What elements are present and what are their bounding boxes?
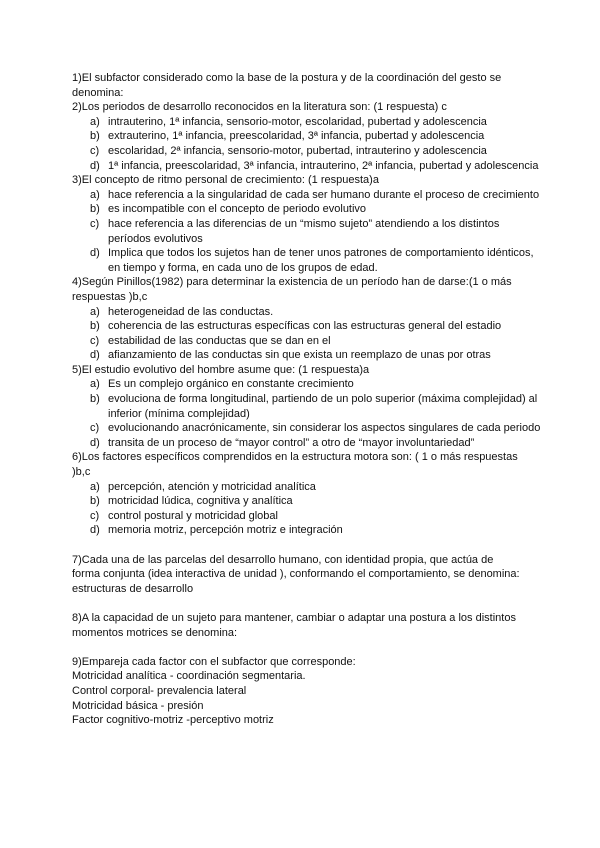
option-text: 1ª infancia, preescolaridad, 3ª infancia, intrauterino, 2ª infancia, pubertad y adolescencia — [108, 159, 539, 172]
option-letter: c) — [90, 422, 100, 435]
answer-option — [72, 159, 542, 174]
option-text: heterogeneidad de las conductas. — [108, 305, 274, 318]
option-letter: b) — [90, 130, 100, 143]
answer-option — [72, 129, 542, 144]
question-stem: )b,c — [72, 466, 91, 479]
option-text: es incompatible con el concepto de periodo evolutivo — [108, 203, 367, 216]
option-letter: a) — [90, 480, 100, 493]
question-8 — [72, 611, 542, 640]
question-text: forma conjunta (idea interactiva de unidad ), conformando el comportamiento, se denomina: — [72, 568, 520, 581]
question-text: 7)Cada una de las parcelas del desarrollo humano, con identidad propia, que actúa de — [72, 553, 494, 566]
question-1 — [72, 71, 542, 100]
option-letter: a) — [90, 305, 100, 318]
option-text: transita de un proceso de “mayor control” a otro de “mayor involuntariedad” — [108, 436, 475, 449]
option-letter: d) — [90, 159, 100, 172]
answer-option — [72, 348, 542, 363]
answer-option — [72, 217, 542, 246]
option-letter: d) — [90, 349, 100, 362]
option-text: evoluciona de forma longitudinal, partiendo de un polo superior (máxima complejidad) al inferior (mínima complejidad) — [108, 393, 538, 420]
question-stem: 3)El concepto de ritmo personal de crecimiento: (1 respuesta)a — [72, 174, 379, 187]
question-7 — [72, 553, 542, 597]
question-stem: respuestas )b,c — [72, 290, 148, 303]
answer-option — [72, 305, 542, 320]
question-2 — [72, 100, 542, 173]
answer-option — [72, 509, 542, 524]
option-letter: b) — [90, 495, 100, 508]
question-text: estructuras de desarrollo — [72, 582, 194, 595]
answer-option — [72, 202, 542, 217]
matching-pair: Control corporal- prevalencia lateral — [72, 684, 247, 697]
question-text: denomina: — [72, 86, 124, 99]
answer-option — [72, 319, 542, 334]
option-text: coherencia de las estructuras específicas con las estructuras general del estadio — [108, 320, 502, 333]
option-text: intrauterino, 1ª infancia, sensorio-motor, escolaridad, pubertad y adolescencia — [108, 115, 487, 128]
matching-pair: Factor cognitivo-motriz -perceptivo motriz — [72, 714, 274, 727]
matching-pair: Motricidad analítica - coordinación segmentaria. — [72, 670, 306, 683]
option-text: memoria motriz, percepción motriz e integración — [108, 524, 343, 537]
question-9 — [72, 655, 542, 728]
option-text: Implica que todos los sujetos han de tener unos patrones de comportamiento idénticos, en tiempo y forma, en cada uno de los grupos de edad. — [108, 247, 534, 274]
question-stem: 4)Según Pinillos(1982) para determinar la existencia de un período han de darse:(1 o más — [72, 276, 512, 289]
option-text: hace referencia a las diferencias de un “mismo sujeto” atendiendo a los distintos períodos evolutivos — [108, 217, 500, 245]
option-letter: c) — [90, 509, 100, 522]
answer-option — [72, 377, 542, 392]
option-letter: a) — [90, 188, 100, 201]
answer-option — [72, 392, 542, 421]
option-text: afianzamiento de las conductas sin que exista un reemplazo de unas por otras — [108, 349, 491, 362]
option-letter: d) — [90, 524, 100, 537]
question-stem: 2)Los periodos de desarrollo reconocidos en la literatura son: (1 respuesta) c — [72, 101, 447, 114]
spacer — [72, 640, 542, 655]
answer-option — [72, 115, 542, 130]
option-text: extrauterino, 1ª infancia, preescolaridad, 3ª infancia, pubertad y adolescencia — [108, 130, 485, 143]
option-letter: c) — [90, 217, 100, 230]
option-text: estabilidad de las conductas que se dan en el — [108, 334, 331, 347]
answer-option — [72, 421, 542, 436]
question-5 — [72, 363, 542, 451]
spacer — [72, 596, 542, 611]
option-text: escolaridad, 2ª infancia, sensorio-motor, pubertad, intrauterino y adolescencia — [108, 144, 487, 157]
spacer — [72, 538, 542, 553]
answer-option — [72, 246, 542, 275]
answer-option — [72, 334, 542, 349]
answer-option — [72, 188, 542, 203]
option-text: evolucionando anacrónicamente, sin considerar los aspectos singulares de cada periodo — [108, 422, 541, 435]
answer-option — [72, 144, 542, 159]
answer-option — [72, 494, 542, 509]
option-letter: a) — [90, 115, 100, 128]
answer-option — [72, 523, 542, 538]
answer-option — [72, 480, 542, 495]
question-text: 8)A la capacidad de un sujeto para mantener, cambiar o adaptar una postura a los distintos — [72, 611, 516, 624]
question-stem: 5)El estudio evolutivo del hombre asume que: (1 respuesta)a — [72, 363, 370, 376]
option-text: percepción, atención y motricidad analítica — [108, 480, 316, 493]
question-text: 1)El subfactor considerado como la base de la postura y de la coordinación del gesto se — [72, 72, 502, 84]
option-text: motricidad lúdica, cognitiva y analítica — [108, 495, 293, 508]
question-4 — [72, 275, 542, 363]
option-text: hace referencia a la singularidad de cada ser humano durante el proceso de crecimiento — [108, 188, 540, 201]
option-letter: c) — [90, 144, 100, 157]
option-letter: d) — [90, 247, 100, 260]
option-letter: b) — [90, 203, 100, 216]
answer-option — [72, 436, 542, 451]
matching-pair: Motricidad básica - presión — [72, 699, 204, 712]
option-letter: c) — [90, 334, 100, 347]
question-text: momentos motrices se denomina: — [72, 626, 238, 639]
option-letter: b) — [90, 393, 100, 406]
question-6 — [72, 450, 542, 538]
option-letter: d) — [90, 436, 100, 449]
quiz-content — [72, 71, 542, 728]
option-letter: a) — [90, 378, 100, 391]
option-text: control postural y motricidad global — [108, 509, 278, 522]
question-text: 9)Empareja cada factor con el subfactor que corresponde: — [72, 655, 356, 668]
option-letter: b) — [90, 320, 100, 333]
option-text: Es un complejo orgánico en constante crecimiento — [108, 378, 354, 391]
question-3 — [72, 173, 542, 275]
question-stem: 6)Los factores específicos comprendidos en la estructura motora son: ( 1 o más respuestas — [72, 451, 518, 464]
